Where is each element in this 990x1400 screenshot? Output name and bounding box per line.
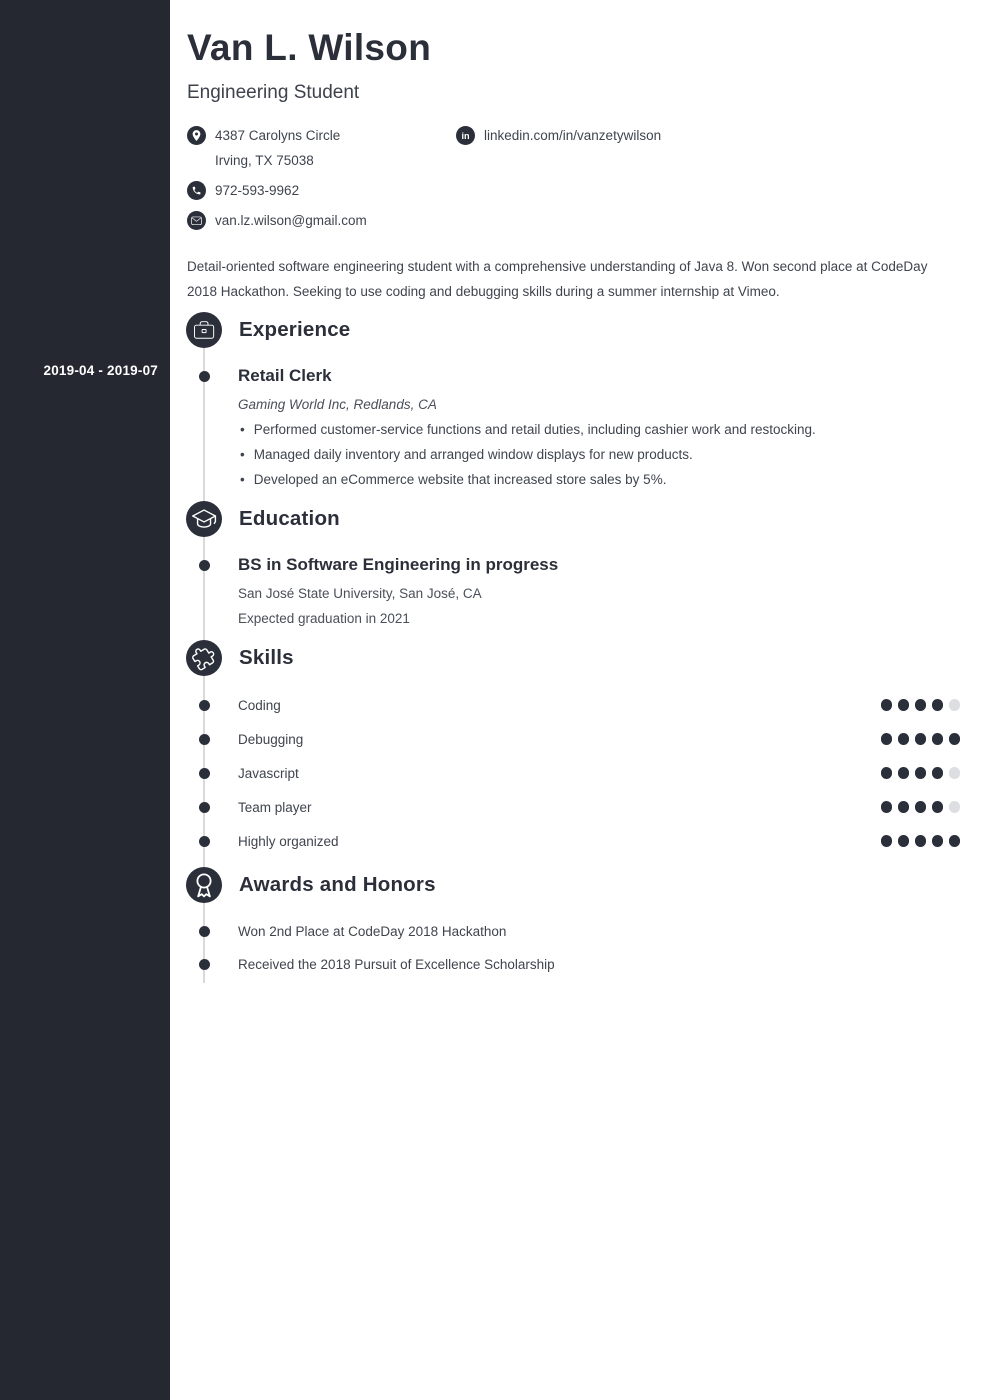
skill-row [170,688,960,722]
timeline-dot [199,926,210,937]
education-entry [170,552,960,631]
skill-row [170,722,960,756]
skill-dot [915,733,927,745]
experience-bullet: • Developed an eCommerce website that increased store sales by 5%. [238,467,960,492]
professional-summary: Detail-oriented software engineering student with a comprehensive understanding of Java 8. Won second place at CodeDay 2018 Hackathon. Seeking to use coding and debugging skills during a summer internship at Vimeo. [187,259,928,300]
skill-dot [949,699,961,711]
resume-sections [170,312,990,995]
skill-row [170,824,960,858]
experience-section-header [170,312,960,348]
resume-header [170,0,990,233]
education-school: San José State University, San José, CA [238,586,482,602]
job-title: Engineering Student [187,82,360,104]
email-icon [187,211,206,230]
skill-content [238,698,960,713]
education-graduation: Expected graduation in 2021 [238,611,410,627]
skill-dot [898,699,910,711]
svg-text:in: in [461,131,470,142]
briefcase-icon [186,312,222,348]
phone-icon [187,181,206,200]
experience-company: Gaming World Inc, Redlands, CA [238,397,437,413]
timeline-gutter [170,926,238,937]
contact-column-left [187,123,456,233]
timeline-dot [199,560,210,571]
skill-dot [932,699,944,711]
linkedin-url: linkedin.com/in/vanzetywilson [484,128,662,144]
address-text [215,123,340,173]
award-row [170,915,960,948]
skills-section-header [170,640,960,676]
skill-label: Highly organized [238,833,339,849]
education-section-header [170,501,960,537]
linkedin-row [456,123,661,148]
skill-dot [915,801,927,813]
timeline-dot [199,700,210,711]
experience-bullet: • Performed customer-service functions and retail duties, including cashier work and restocking. [238,417,960,442]
address-row [187,123,456,173]
skill-dot [949,733,961,745]
skill-dot [881,801,893,813]
skill-dot [932,801,944,813]
linkedin-icon [456,126,475,145]
medal-ribbon-icon [186,867,222,903]
skill-dot [881,733,893,745]
resume-page [170,0,990,1400]
sidebar [0,0,170,1400]
experience-job-title: Retail Clerk [238,366,332,386]
skill-dot [932,733,944,745]
skill-dot [881,835,893,847]
skill-dot [898,835,910,847]
phone-number: 972-593-9962 [215,183,300,199]
timeline-gutter [170,836,238,847]
timeline-gutter [170,802,238,813]
timeline-dot [199,768,210,779]
education-content [238,552,960,631]
skill-content [238,732,960,747]
timeline-dot [199,802,210,813]
skill-dot [949,767,961,779]
email-row [187,208,456,233]
skill-content [238,766,960,781]
skill-content [238,800,960,815]
education-heading: Education [239,507,340,531]
timeline-gutter [170,768,238,779]
award-text: Received the 2018 Pursuit of Excellence Scholarship [238,957,555,973]
timeline-gutter [170,734,238,745]
skill-level-dots [881,835,961,847]
skill-label: Debugging [238,731,304,747]
timeline-dot [199,371,210,382]
skill-dot [898,767,910,779]
experience-entry [170,363,960,492]
skill-label: Coding [238,697,281,713]
contact-column-right [456,123,661,233]
skill-row [170,790,960,824]
skill-level-dots [881,699,961,711]
skill-row [170,756,960,790]
timeline-gutter [170,363,238,492]
experience-date-range: 2019-04 - 2019-07 [43,363,158,378]
experience-heading: Experience [239,318,351,342]
skill-dot [915,767,927,779]
skill-dot [881,767,893,779]
timeline-gutter [170,552,238,631]
skill-label: Javascript [238,765,299,781]
skill-level-dots [881,801,961,813]
person-name: Van L. Wilson [187,27,432,68]
skill-dot [915,699,927,711]
skill-dot [932,835,944,847]
award-text: Won 2nd Place at CodeDay 2018 Hackathon [238,924,507,940]
awards-heading: Awards and Honors [239,873,436,897]
timeline-dot [199,836,210,847]
address-line1: 4387 Carolyns Circle [215,128,341,144]
skill-dot [949,801,961,813]
skills-heading: Skills [239,646,294,670]
email-address: van.lz.wilson@gmail.com [215,213,367,229]
skill-dot [881,699,893,711]
location-pin-icon [187,126,206,145]
graduation-cap-icon [186,501,222,537]
skill-dot [898,733,910,745]
experience-bullet: • Managed daily inventory and arranged window displays for new products. [238,442,960,467]
awards-section-header [170,867,960,903]
address-line2: Irving, TX 75038 [215,153,314,169]
experience-content [238,363,960,492]
skill-dot [898,801,910,813]
skill-content [238,834,960,849]
contact-info [187,123,960,233]
timeline-gutter [170,700,238,711]
phone-row [187,178,456,203]
puzzle-piece-icon [186,640,222,676]
timeline-dot [199,959,210,970]
award-row [170,948,960,981]
skill-level-dots [881,767,961,779]
timeline-gutter [170,959,238,970]
skill-dot [932,767,944,779]
skill-dot [949,835,961,847]
timeline-dot [199,734,210,745]
skill-label: Team player [238,799,312,815]
skill-dot [915,835,927,847]
skill-level-dots [881,733,961,745]
education-degree: BS in Software Engineering in progress [238,555,559,575]
